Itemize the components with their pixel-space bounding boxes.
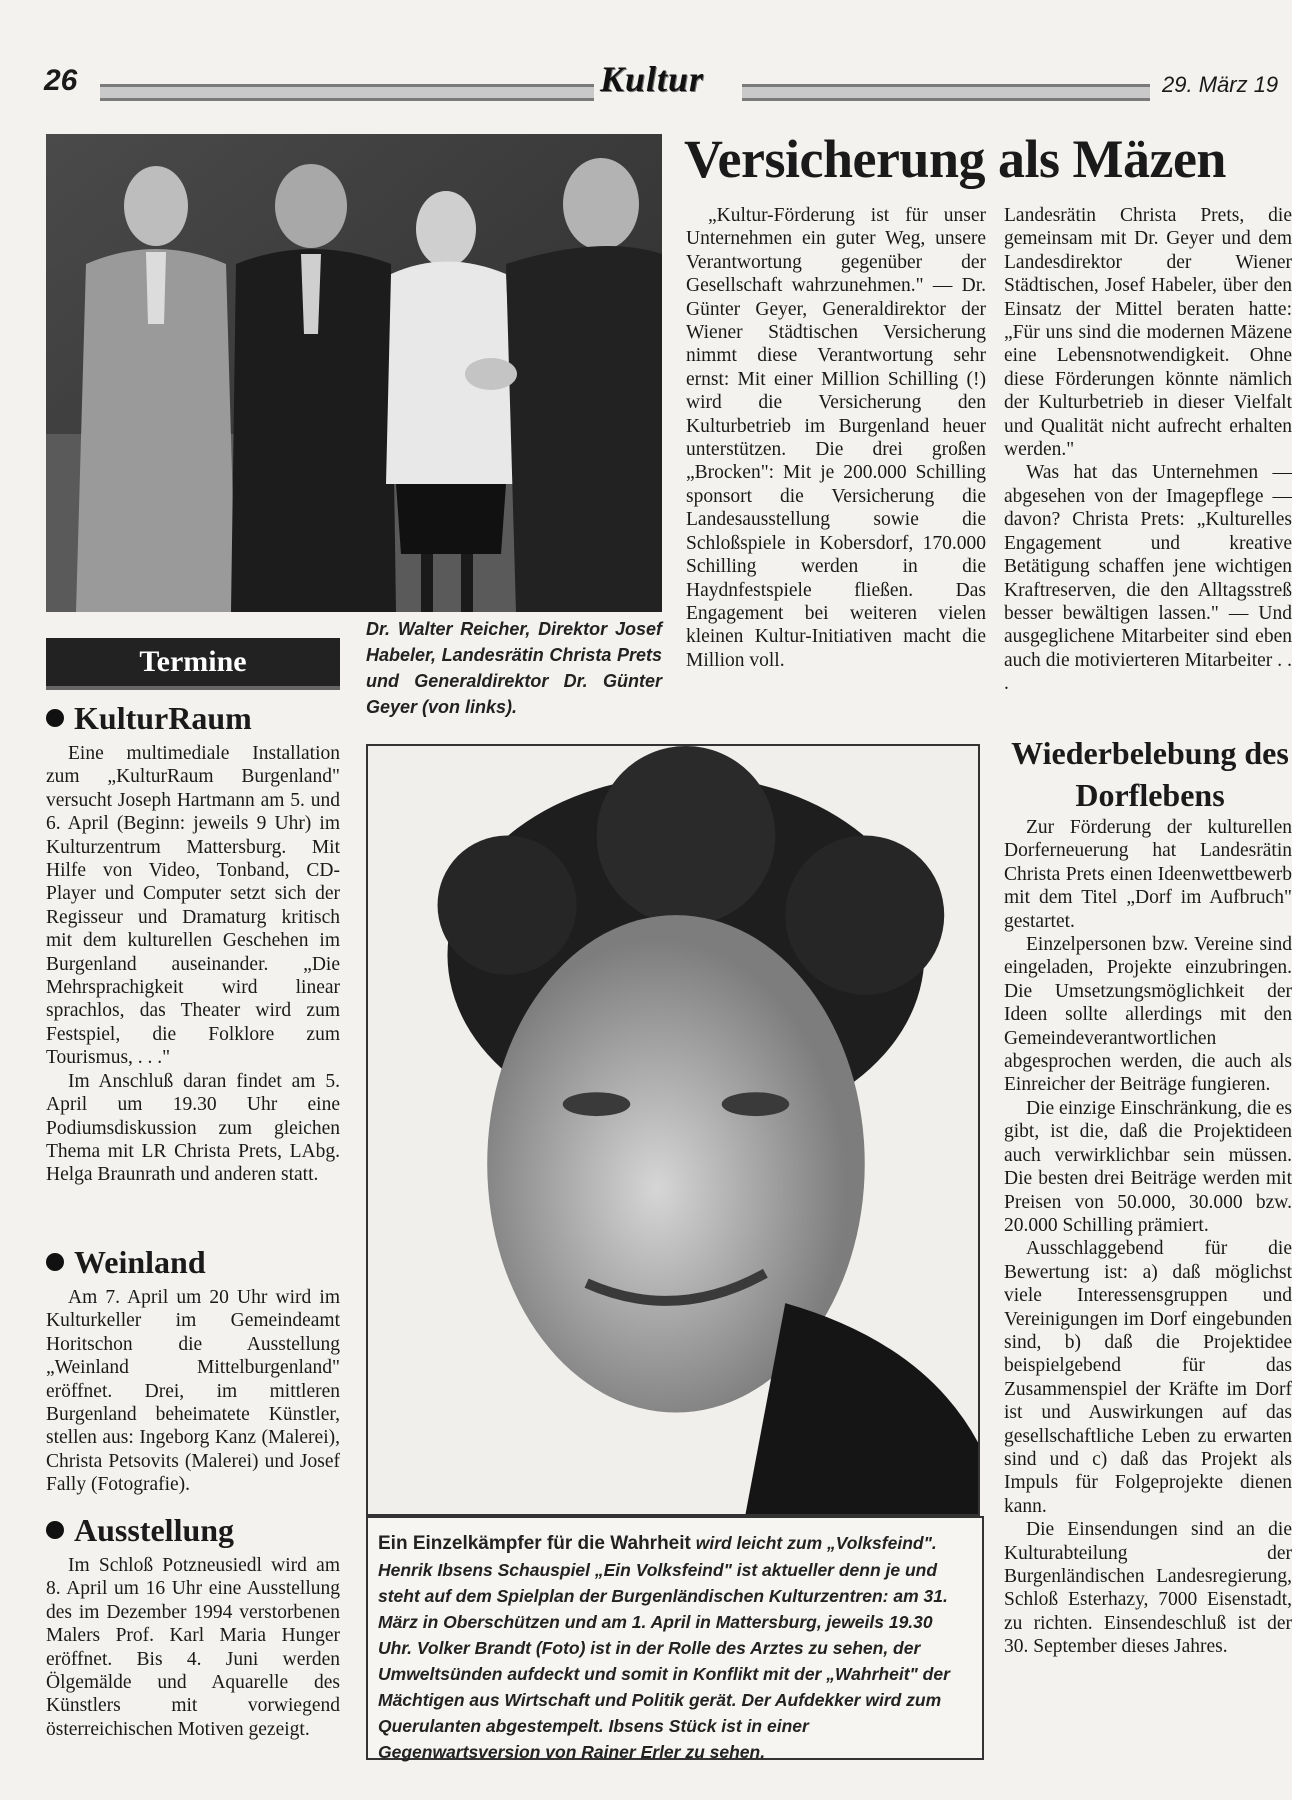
portrait-caption-body: wird leicht zum „Volksfeind". Henrik Ibsens Schauspiel „Ein Volksfeind" ist aktueller denn je und steht auf dem Spielplan der Burgenländischen Kulturzentren: am 31. März in Oberschützen und am 1. April in Mattersburg, jeweils 19.30 Uhr. Volker Brandt (Foto) ist in der Rolle des Arztes zu sehen, der Umweltsünden aufdeckt und somit in Konflikt mit der „Wahrheit" der Mächtigen aus Wirtschaft und Politik gerät. Der Aufdekker wird zum Querulanten abgestempelt. Ibsens Stück ist in einer Gegenwartsversion von Rainer Erler zu sehen. [378, 1533, 950, 1762]
termine-kicker-weinland: Weinland [46, 1244, 206, 1281]
group-photo [46, 134, 662, 612]
side-article-paragraph: Die Einsendungen sind an die Kulturabteilung der Burgenländischen Landesregierung, Schloß Esterhazy, 7000 Eisenstadt, zu richten. Einsendeschluß ist der 30. September dieses Jahres. [1004, 1519, 1292, 1658]
page-number: 26 [44, 64, 78, 97]
section-title: Kultur [600, 59, 705, 99]
bullet-icon [46, 1521, 64, 1539]
main-article-paragraph: „Kultur-Förderung ist für unser Unternehmen ein guter Weg, unsere Verantwortung gegenüber der Gesellschaft wahrzunehmen." — Dr. Günter Geyer, Generaldirektor der Wiener Städtischen Versicherung nimmt diese Verantwortung sehr ernst: Mit einer Million Schilling (!) wird die Versicherung den Kulturbetrieb im Burgenland heuer unterstützen. Die drei großen „Brocken": Mit je 200.000 Schilling sponsort die Versicherung die Landesausstellung sowie die Schloßspiele in Kobersdorf, 170.000 Schilling werden in die Haydnfestspiele fließen. Das Engagement bei weiteren vielen kleinen Kultur-Initiativen macht die Million voll. [686, 205, 986, 671]
main-article-column-1 [686, 204, 986, 672]
main-article-paragraph: Landesrätin Christa Prets, die gemeinsam mit Dr. Geyer und dem Landesdirektor der Wiener Städtischen, Josef Habeler, über den Einsatz der Mittel beraten hatte: „Für uns sind die modernen Mäzene eine Lebensnotwendigkeit. Ohne diese Förderungen könnte nämlich der Kulturbetrieb in dieser Vielfalt und Qualität nicht aufrecht erhalten werden." [1004, 205, 1292, 461]
side-article-paragraph: Die einzige Einschränkung, die es gibt, ist die, daß die Projektideen auch verwirklichbar sein müssen. Die besten drei Beiträge werden mit Preisen von 50.000, 30.000 bzw. 20.000 Schilling prämiert. [1004, 1097, 1292, 1236]
main-article-column-2 [1004, 204, 1292, 696]
issue-date: 29. März 19 [1162, 72, 1279, 97]
side-article-text [1004, 816, 1292, 1659]
portrait-photo-icon [368, 746, 978, 1514]
group-photo-icon [46, 134, 662, 612]
bullet-icon [46, 1253, 64, 1271]
main-article-paragraph: Was hat das Unternehmen — abgesehen von der Imagepflege — davon? Christa Prets: „Kulturelles Engagement und kreative Betätigung schaffen jene wichtigen Kraftreserven, die den Alltagsstreß besser bewältigen lassen." — Und ausgeglichene Mitarbeiter sind eben auch die motivierteren Mitarbeiter . . . [1004, 462, 1292, 695]
termine-paragraph: Eine multimediale Installation zum „KulturRaum Burgenland" versucht Joseph Hartmann am 5. und 6. April (Beginn: jeweils 9 Uhr) im Kulturzentrum Mattersburg. Mit Hilfe von Video, Tonband, CD-Player und Computer setzt sich der Regisseur und Dramaturg kritisch mit dem kulturellen Geschehen im Burgenland auseinander. „Die Mehrsprachigkeit wird linear sprachlos, das Theater wird zum Festspiel, die Folklore zum Tourismus, . . ." [46, 743, 340, 1069]
termine-kicker-kulturraum: KulturRaum [46, 700, 252, 737]
side-article-paragraph: Zur Förderung der kulturellen Dorferneuerung hat Landesrätin Christa Prets einen Ideenwettbewerb mit dem Titel „Dorf im Aufbruch" gestartet. [1004, 817, 1292, 932]
side-article-paragraph: Ausschlaggebend für die Bewertung ist: a) daß möglichst viele Interessensgruppen und Vereinigungen im Dorf eingebunden sind, b) daß die Projektidee beispielgebend für das Zusammenspiel der Kräfte im Dorf ist und Auswirkungen auf das gesellschaftliche Leben zu erwarten sind und c) daß das Projekt als Impuls für Folgeprojekte dienen kann. [1004, 1238, 1292, 1517]
termine-paragraph: Am 7. April um 20 Uhr wird im Kulturkeller im Gemeindeamt Horitschon die Ausstellung „Weinland Mittelburgenland" eröffnet. Drei, im mittleren Burgenland beheimatete Künstler, stellen aus: Ingeborg Kanz (Malerei), Christa Petsovits (Malerei) und Josef Fally (Fotografie). [46, 1287, 340, 1496]
termine-paragraph: Im Anschluß daran findet am 5. April um 19.30 Uhr eine Podiumsdiskussion zum gleichen Thema mit LR Christa Prets, LAbg. Helga Braunrath und anderen statt. [46, 1070, 340, 1186]
header-rule-right [742, 84, 1150, 101]
termine-kicker-ausstellung: Ausstellung [46, 1512, 234, 1549]
bullet-icon [46, 709, 64, 727]
portrait-caption [378, 1530, 970, 1765]
termine-ausstellung-text [46, 1554, 340, 1741]
header-rule-left [100, 84, 594, 101]
main-headline: Versicherung als Mäzen [684, 129, 1226, 189]
portrait-photo [366, 744, 980, 1516]
group-photo-caption: Dr. Walter Reicher, Direktor Josef Habeler, Landesrätin Christa Prets und Generaldirektor Dr. Günter Geyer (von links). [366, 619, 662, 717]
portrait-caption-lead: Ein Einzelkämpfer für die Wahrheit [378, 1533, 691, 1554]
termine-kulturraum-text [46, 742, 340, 1187]
side-article-headline: Wiederbelebung des Dorflebens [1011, 735, 1289, 813]
termine-weinland-text [46, 1286, 340, 1497]
side-article-paragraph: Einzelpersonen bzw. Vereine sind eingeladen, Projekte einzubringen. Die Umsetzungsmöglichkeit der Ideen sollte allerdings mit den Gemeindeverantwortlichen abgesprochen werden, die auch als Einreicher der Beiträge fungieren. [1004, 934, 1292, 1096]
termine-paragraph: Im Schloß Potzneusiedl wird am 8. April um 16 Uhr eine Ausstellung des im Dezember 1994 verstorbenen Malers Prof. Karl Maria Hunger eröffnet. Bis 4. Juni werden Ölgemälde und Aquarelle des Künstlers mit vorwiegend österreichischen Motiven gezeigt. [46, 1555, 340, 1740]
termine-box-title: Termine [46, 638, 340, 690]
